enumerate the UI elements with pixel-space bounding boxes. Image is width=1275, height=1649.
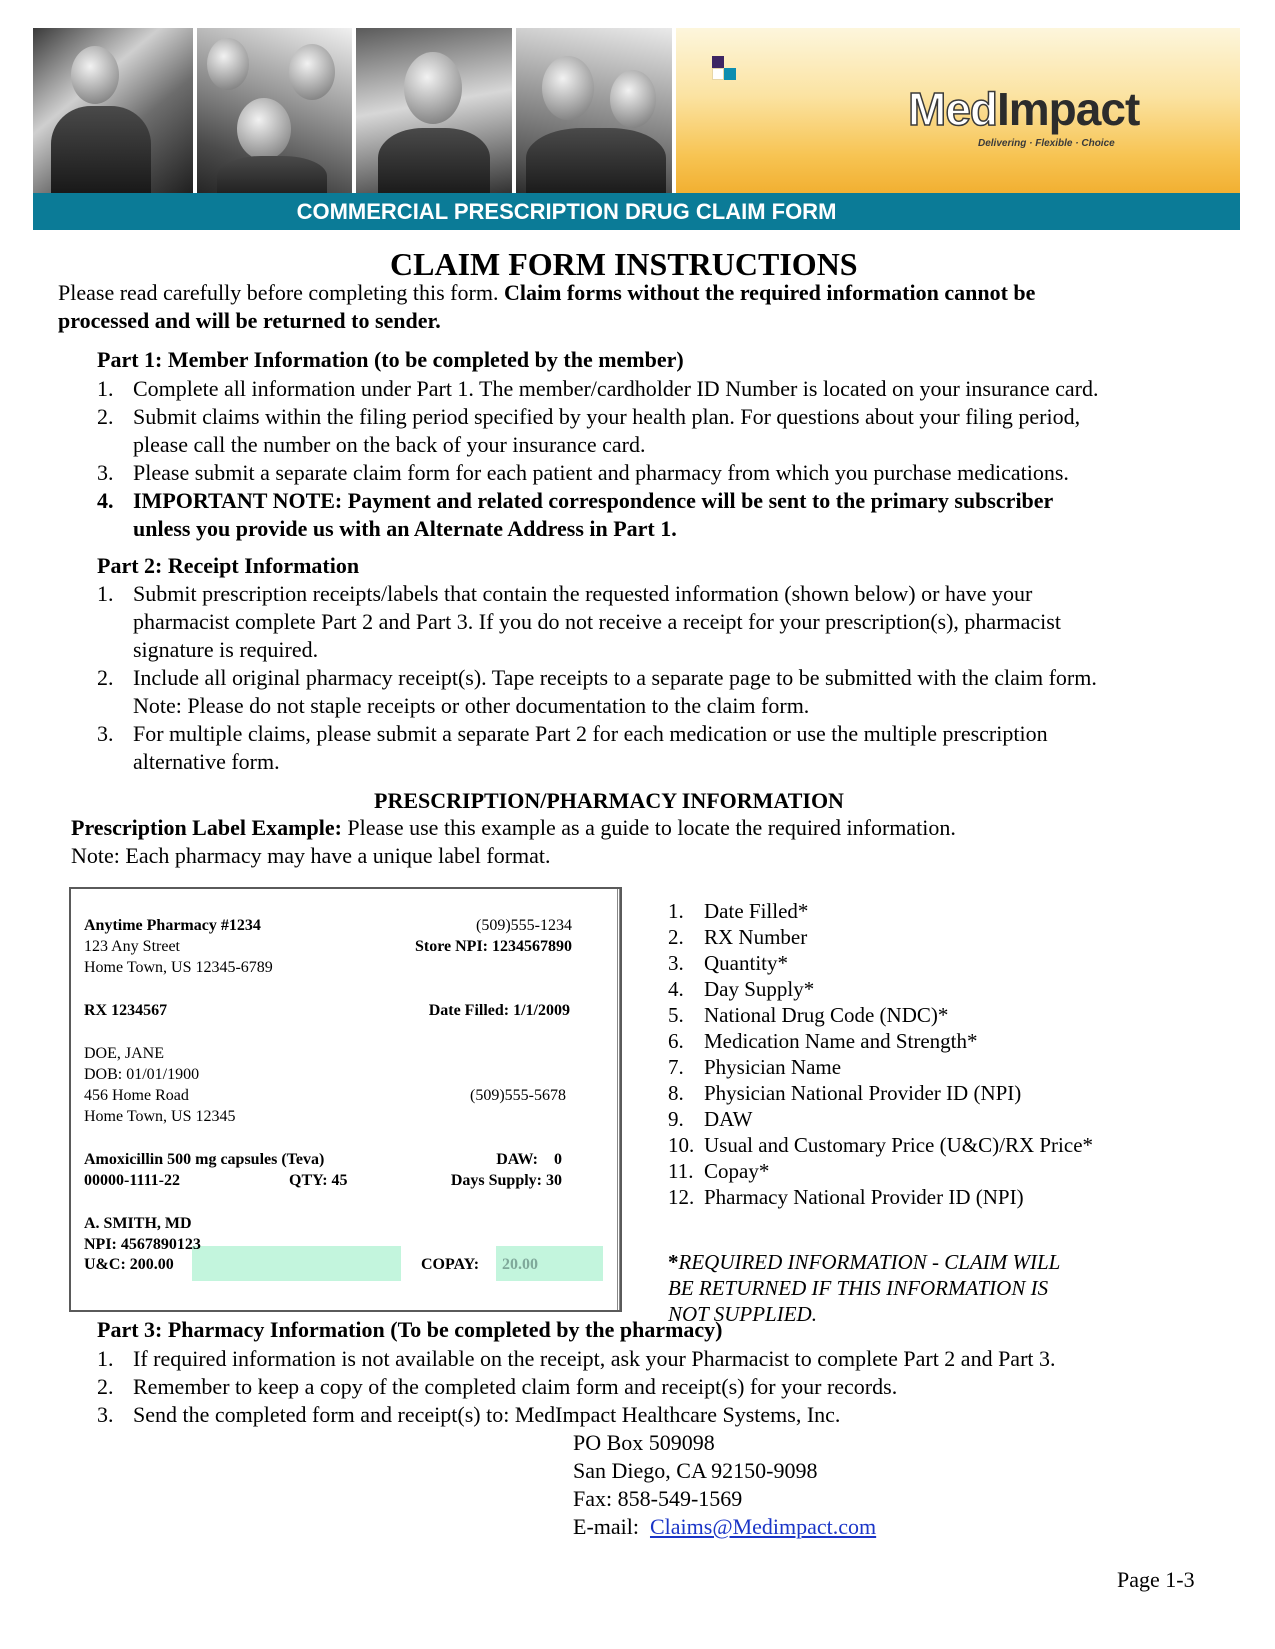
intro-line-1	[58, 279, 1035, 307]
banner-photo-man-pointing	[33, 28, 193, 198]
list-item: 2. RX Number	[668, 925, 808, 949]
email-label: E-mail:	[573, 1514, 639, 1539]
list-item: 3. Quantity*	[668, 951, 788, 975]
label-pharmacy-street: 123 Any Street	[84, 938, 180, 955]
part2-item-1: 1. Submit prescription receipts/labels that contain the requested information (shown below) or have your pharmacist complete Part 2 and Part 3. If you do not receive a receipt for your prescription(s), pharmacist signature is required.	[97, 581, 1061, 662]
part2-list	[97, 580, 1097, 776]
address-email-line	[573, 1513, 876, 1541]
logo-square-purple	[712, 56, 724, 68]
list-item: 9. DAW	[668, 1107, 753, 1131]
banner-photo-two-men	[516, 28, 672, 198]
label-pharmacy-city: Home Town, US 12345-6789	[84, 959, 273, 976]
label-example-text: Please use this example as a guide to locate the required information.	[347, 815, 956, 840]
label-ndc: 00000-1111-22	[84, 1172, 181, 1189]
label-patient-dob: DOB: 01/01/1900	[84, 1066, 200, 1083]
label-daw: DAW: 0	[496, 1151, 562, 1168]
label-copay-value: 20.00	[502, 1256, 538, 1273]
label-store-npi: Store NPI: 1234567890	[414, 938, 572, 955]
part3-heading: Part 3: Pharmacy Information (To be completed by the pharmacy)	[97, 1317, 723, 1342]
label-pharmacy-phone: (509)555-1234	[476, 917, 572, 934]
label-rx-number: RX 1234567	[84, 1002, 168, 1019]
label-patient-city: Home Town, US 12345	[84, 1108, 236, 1125]
part3-item-2: 2. Remember to keep a copy of the completed claim form and receipt(s) for your records.	[97, 1374, 898, 1399]
required-info-note: *REQUIRED INFORMATION - CLAIM WILL BE RETURNED IF THIS INFORMATION IS NOT SUPPLIED.	[668, 1250, 1061, 1326]
intro-plain: Please read carefully before completing this form.	[58, 280, 499, 305]
address-po-box: PO Box 509098	[573, 1430, 715, 1455]
list-item: 7. Physician Name	[668, 1055, 842, 1079]
page-number: Page 1-3	[1117, 1567, 1195, 1592]
address-fax: Fax: 858-549-1569	[573, 1486, 743, 1511]
label-patient-street: 456 Home Road	[84, 1087, 189, 1104]
part3-item-1: 1. If required information is not available on the receipt, ask your Pharmacist to complete Part 2 and Part 3.	[97, 1346, 1056, 1371]
list-item: 10. Usual and Customary Price (U&C)/RX Price*	[668, 1133, 1094, 1157]
part2-item-2: 2. Include all original pharmacy receipt(s). Tape receipts to a separate page to be submitted with the claim form. Note: Please do not staple receipts or other documentation to the claim form.	[97, 665, 1097, 718]
list-item: 1. Date Filled*	[668, 899, 809, 923]
label-format-note: Note: Each pharmacy may have a unique label format.	[71, 843, 551, 868]
label-pharmacy-name: Anytime Pharmacy #1234	[84, 917, 261, 934]
logo-square-teal	[724, 68, 736, 80]
banner-photo-family	[197, 28, 352, 198]
list-item: 5. National Drug Code (NDC)*	[668, 1003, 949, 1027]
list-item: 12. Pharmacy National Provider ID (NPI)	[668, 1185, 1024, 1209]
intro-bold-1: Claim forms without the required information cannot be	[503, 280, 1036, 305]
part3-item-3: 3. Send the completed form and receipt(s) to: MedImpact Healthcare Systems, Inc.	[97, 1402, 841, 1427]
medimpact-logo: MedImpact	[908, 83, 1140, 135]
page-title: CLAIM FORM INSTRUCTIONS	[390, 246, 858, 282]
list-item: 6. Medication Name and Strength*	[668, 1029, 978, 1053]
header-banner	[33, 28, 1240, 198]
uc-highlight	[192, 1246, 401, 1281]
label-example-bold: Prescription Label Example:	[71, 815, 342, 840]
part2-item-3: 3. For multiple claims, please submit a separate Part 2 for each medication or use the multiple prescription alternative form.	[97, 721, 1048, 774]
label-qty: QTY: 45	[289, 1172, 348, 1189]
label-physician: A. SMITH, MD	[84, 1215, 192, 1232]
logo-square-white	[712, 68, 724, 80]
logo-tagline: Delivering · Flexible · Choice	[978, 138, 1115, 149]
part1-heading: Part 1: Member Information (to be completed by the member)	[97, 347, 684, 372]
label-date-filled: Date Filled: 1/1/2009	[428, 1002, 570, 1019]
required-info-list	[668, 898, 1093, 1210]
prescription-label-example	[69, 887, 622, 1312]
list-item: 11. Copay*	[668, 1159, 770, 1183]
intro-line-2: processed and will be returned to sender.	[58, 308, 441, 333]
address-city: San Diego, CA 92150-9098	[573, 1458, 818, 1483]
part3-list	[97, 1345, 1056, 1429]
label-example-line	[71, 814, 956, 842]
rx-section-heading: PRESCRIPTION/PHARMACY INFORMATION	[374, 788, 844, 813]
label-days-supply: Days Supply: 30	[450, 1172, 562, 1189]
part1-item-1: 1. Complete all information under Part 1. The member/cardholder ID Number is located on your insurance card.	[97, 376, 1099, 401]
list-item: 4. Day Supply*	[668, 977, 815, 1001]
form-title-bar: COMMERCIAL PRESCRIPTION DRUG CLAIM FORM	[33, 193, 1240, 230]
part1-item-3: 3. Please submit a separate claim form for each patient and pharmacy from which you purchase medications.	[97, 460, 1069, 485]
list-item: 8. Physician National Provider ID (NPI)	[668, 1081, 1022, 1105]
label-drug-name: Amoxicillin 500 mg capsules (Teva)	[84, 1151, 325, 1168]
label-physician-npi: NPI: 4567890123	[84, 1236, 201, 1253]
label-copay-label: COPAY:	[421, 1256, 480, 1273]
label-uc-price: U&C: 200.00	[84, 1256, 174, 1273]
label-patient-name: DOE, JANE	[84, 1045, 164, 1062]
banner-photo-woman	[356, 28, 512, 198]
part1-item-4-important: 4. IMPORTANT NOTE: Payment and related correspondence will be sent to the primary subscriber unless you provide us with an Alternate Address in Part 1.	[97, 488, 1054, 541]
label-patient-phone: (509)555-5678	[470, 1087, 566, 1104]
email-link[interactable]: Claims@Medimpact.com	[649, 1514, 877, 1539]
brand-panel	[676, 28, 1240, 198]
part1-item-2: 2. Submit claims within the filing period specified by your health plan. For questions about your filing period, please call the number on the back of your insurance card.	[97, 404, 1081, 457]
part2-heading: Part 2: Receipt Information	[97, 553, 360, 578]
part1-list	[97, 375, 1098, 543]
